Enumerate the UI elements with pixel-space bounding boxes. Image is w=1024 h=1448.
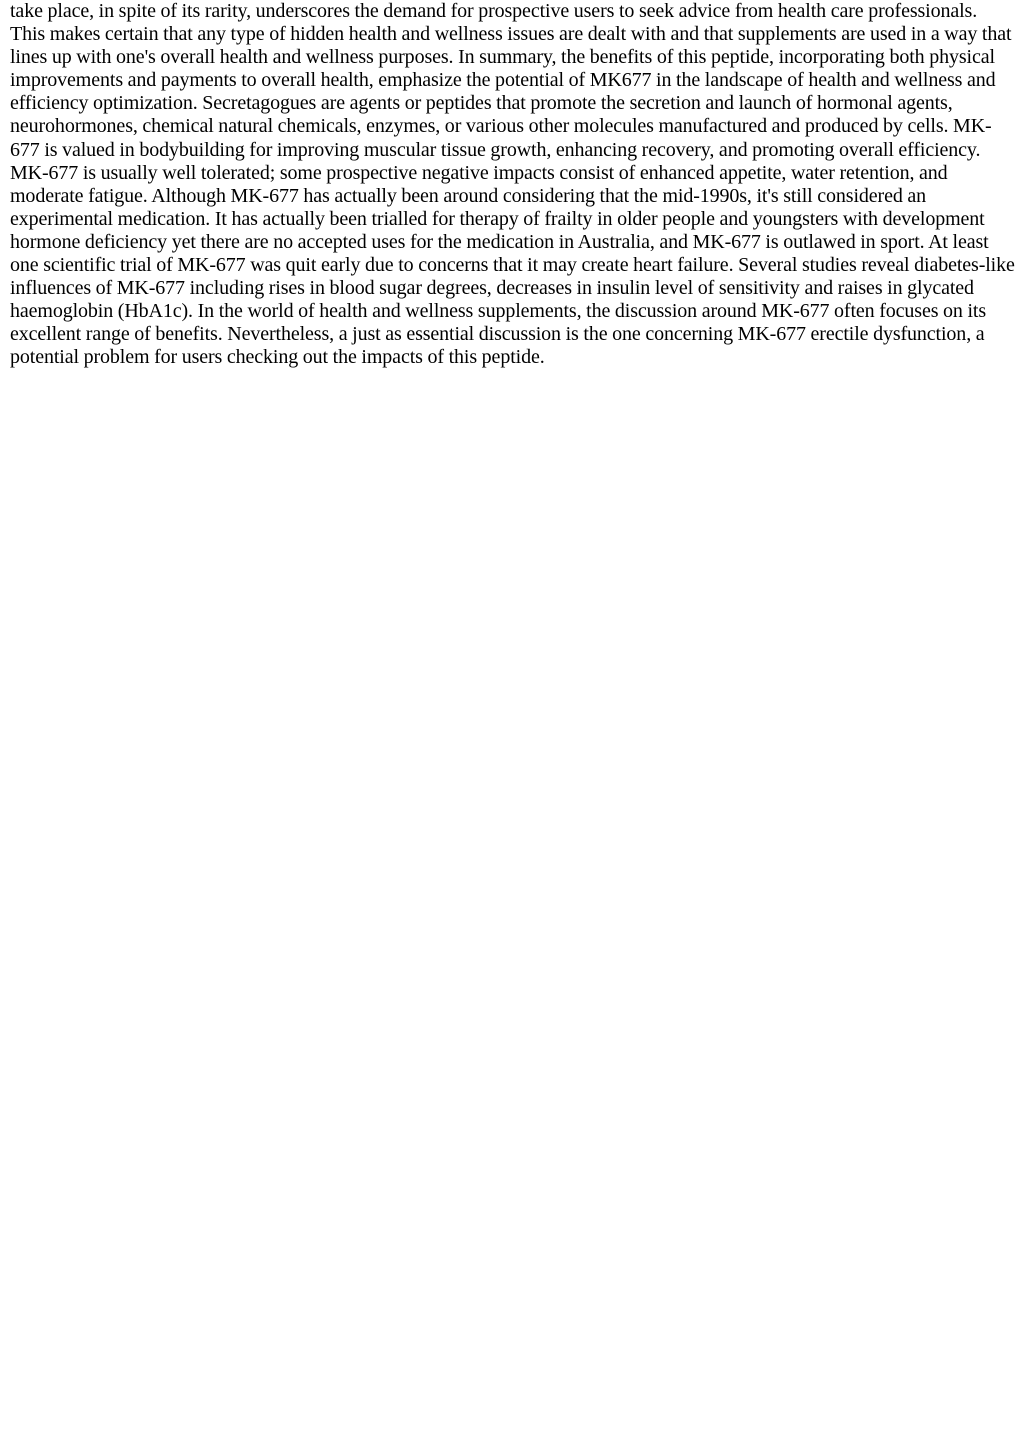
article-paragraph: take place, in spite of its rarity, underscores the demand for prospective users to seek advice from health care professionals. This makes certain that any type of hidden health and wellness issues are dealt with and that supplements are used in a way that lines up with one's overall health and wellness purposes. In summary, the benefits of this peptide, incorporating both physical improvements and payments to overall health, emphasize the potential of MK677 in the landscape of health and wellness and efficiency optimization. Secretagogues are agents or peptides that promote the secretion and launch of hormonal agents, neurohormones, chemical natural chemicals, enzymes, or various other molecules manufactured and produced by cells. MK-677 is valued in bodybuilding for improving muscular tissue growth, enhancing recovery, and promoting overall efficiency. MK-677 is usually well tolerated; some prospective negative impacts consist of enhanced appetite, water retention, and moderate fatigue. Although MK-677 has actually been around considering that the mid-1990s, it's still considered an experimental medication. It has actually been trialled for therapy of frailty in older people and youngsters with development hormone deficiency yet there are no accepted uses for the medication in Australia, and MK-677 is outlawed in sport. At least one scientific trial of MK-677 was quit early due to concerns that it may create heart failure. Several studies reveal diabetes-like influences of MK-677 including rises in blood sugar degrees, decreases in insulin level of sensitivity and raises in glycated haemoglobin (HbA1c). In the world of health and wellness supplements, the discussion around MK-677 often focuses on its excellent range of benefits. Nevertheless, a just as essential discussion is the one concerning MK-677 erectile dysfunction, a potential problem for users checking out the impacts of this peptide. (10, 0, 1015, 369)
document-page (10, 0, 1016, 370)
